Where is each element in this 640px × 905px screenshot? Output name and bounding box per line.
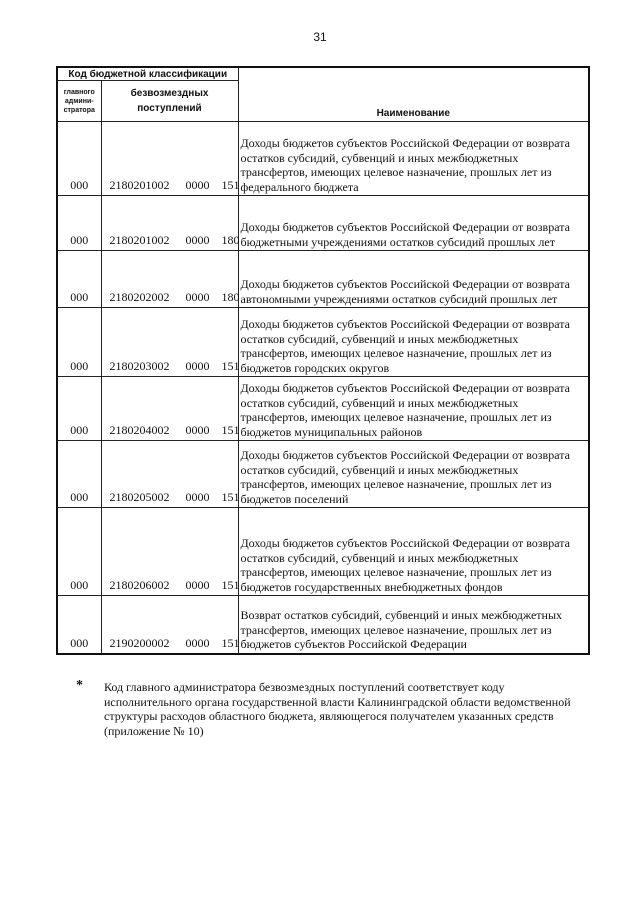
- table-body: [57, 122, 589, 654]
- header-income-code: безвозмездных поступлений: [101, 81, 238, 122]
- code-part-1: 2180206002: [109, 578, 170, 592]
- header-name: Наименование: [238, 67, 589, 122]
- name-cell: Доходы бюджетов субъектов Российской Федерации от возврата остатков субсидий, субвенций и иных межбюджетных трансфертов, имеющих целевое назначение, прошлых лет из бюджетов государственных внебюджетных фондов: [238, 508, 589, 596]
- footnote-marker: *: [76, 678, 83, 693]
- name-cell: Возврат остатков субсидий, субвенций и иных межбюджетных трансфертов, имеющих целевое назначение, прошлых лет из бюджетов субъектов Российской Федерации: [238, 596, 589, 654]
- table-row: [57, 596, 589, 654]
- code-part-1: 2180205002: [109, 490, 170, 504]
- code-part-3: 180: [221, 233, 240, 247]
- name-cell: Доходы бюджетов субъектов Российской Федерации от возврата автономными учреждениями остатков субсидий прошлых лет: [238, 251, 589, 308]
- code-part-1: 2180201002: [109, 233, 170, 247]
- table-row: [57, 441, 589, 508]
- header-classification-code: Код бюджетной классификации: [57, 67, 238, 81]
- budget-classification-table: [56, 66, 590, 655]
- income-code-cell: [101, 596, 238, 654]
- name-cell: Доходы бюджетов субъектов Российской Федерации от возврата остатков субсидий, субвенций и иных межбюджетных трансфертов, имеющих целевое назначение, прошлых лет из федерального бюджета: [238, 122, 589, 196]
- code-part-1: 2180204002: [109, 423, 170, 437]
- admin-code-cell: 000: [57, 308, 101, 377]
- code-part-3: 151: [221, 635, 240, 650]
- admin-code-cell: 000: [57, 122, 101, 196]
- code-part-3: 151: [221, 578, 240, 592]
- code-part-3: 151: [221, 359, 240, 373]
- code-part-3: 180: [221, 290, 240, 304]
- income-code-cell: [101, 508, 238, 596]
- code-part-2: 0000: [185, 635, 210, 650]
- code-part-3: 151: [221, 178, 240, 192]
- code-part-1: 2180201002: [109, 178, 170, 192]
- footnote: [76, 680, 576, 738]
- header-admin: главного админи-стратора: [57, 81, 101, 122]
- code-part-3: 151: [221, 423, 240, 437]
- admin-code-cell: 000: [57, 196, 101, 251]
- table-row: [57, 251, 589, 308]
- code-part-3: 151: [221, 490, 240, 504]
- income-code-cell: [101, 308, 238, 377]
- code-part-2: 0000: [185, 423, 210, 437]
- table-row: [57, 508, 589, 596]
- income-code-cell: [101, 377, 238, 441]
- code-part-2: 0000: [185, 233, 210, 247]
- admin-code-cell: 000: [57, 251, 101, 308]
- income-code-cell: [101, 251, 238, 308]
- code-part-2: 0000: [185, 290, 210, 304]
- page-number: 31: [313, 30, 327, 44]
- admin-code-cell: 000: [57, 596, 101, 654]
- code-part-2: 0000: [185, 490, 210, 504]
- table-row: [57, 308, 589, 377]
- income-code-cell: [101, 196, 238, 251]
- code-part-2: 0000: [185, 359, 210, 373]
- table-row: [57, 377, 589, 441]
- name-cell: Доходы бюджетов субъектов Российской Федерации от возврата остатков субсидий, субвенций и иных межбюджетных трансфертов, имеющих целевое назначение, прошлых лет из бюджетов городских округов: [238, 308, 589, 377]
- income-code-cell: [101, 122, 238, 196]
- name-cell: Доходы бюджетов субъектов Российской Федерации от возврата бюджетными учреждениями остатков субсидий прошлых лет: [238, 196, 589, 251]
- admin-code-cell: 000: [57, 377, 101, 441]
- code-part-1: 2190200002: [109, 635, 170, 650]
- code-part-1: 2180203002: [109, 359, 170, 373]
- footnote-text: Код главного администратора безвозмездных поступлений соответствует коду исполнительного органа государственной власти Калининградской области ведомственной структуры расходов областного бюджета, являющегося получателем указанных средств (приложение № 10): [104, 680, 571, 738]
- table-row: [57, 196, 589, 251]
- admin-code-cell: 000: [57, 441, 101, 508]
- name-cell: Доходы бюджетов субъектов Российской Федерации от возврата остатков субсидий, субвенций и иных межбюджетных трансфертов, имеющих целевое назначение, прошлых лет из бюджетов поселений: [238, 441, 589, 508]
- code-part-2: 0000: [185, 178, 210, 192]
- admin-code-cell: 000: [57, 508, 101, 596]
- code-part-2: 0000: [185, 578, 210, 592]
- name-cell: Доходы бюджетов субъектов Российской Федерации от возврата остатков субсидий, субвенций и иных межбюджетных трансфертов, имеющих целевое назначение, прошлых лет из бюджетов муниципальных районов: [238, 377, 589, 441]
- code-part-1: 2180202002: [109, 290, 170, 304]
- income-code-cell: [101, 441, 238, 508]
- table-row: [57, 122, 589, 196]
